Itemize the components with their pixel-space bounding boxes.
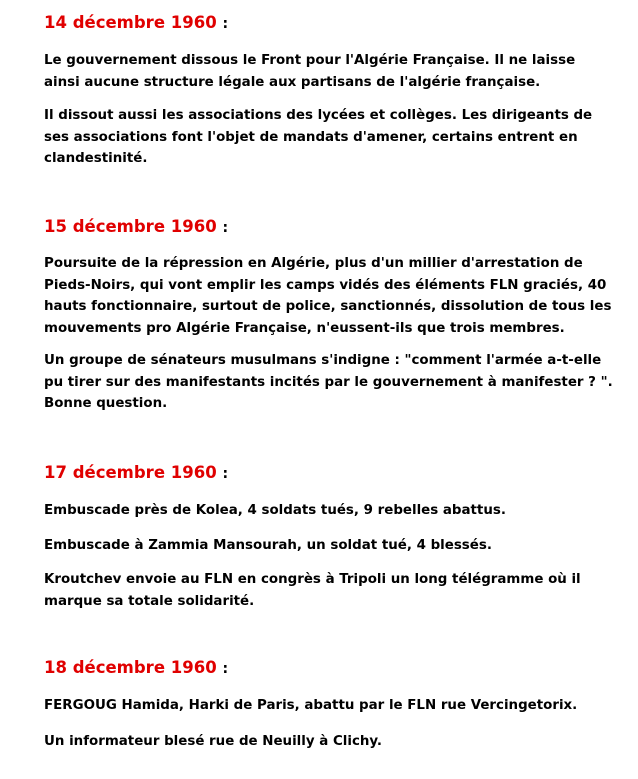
entry-15-december-1960 xyxy=(44,217,614,411)
date-colon: : xyxy=(222,16,229,32)
entry-paragraph: Le gouvernement dissous le Front pour l'Algérie Française. Il ne laisse ainsi aucune structure légale aux partisans de l'algérie française. xyxy=(44,53,576,90)
entry-paragraph: Kroutchev envoie au FLN en congrès à Tripoli un long télégramme où il marque sa totale solidarité. xyxy=(44,572,581,609)
entry-date: 17 décembre 1960 xyxy=(44,463,217,482)
entry-date-heading xyxy=(44,217,614,238)
entry-17-december-1960 xyxy=(44,463,614,609)
entry-paragraph: Poursuite de la répression en Algérie, plus d'un millier d'arrestation de Pieds-Noirs, qui vont emplir les camps vidés des éléments FLN graciés, 40 hauts fonctionnaire, surtout de police, sanctionnés, dissolution de tous les mouvements pro Algérie Française, n'eussent-ils que trois membres. xyxy=(44,256,612,336)
entry-date: 18 décembre 1960 xyxy=(44,658,217,677)
date-colon: : xyxy=(222,661,229,677)
date-colon: : xyxy=(222,220,229,236)
entry-paragraph: FERGOUG Hamida, Harki de Paris, abattu par le FLN rue Vercingetorix. xyxy=(44,698,578,713)
entry-18-december-1960 xyxy=(44,658,614,749)
entry-date: 14 décembre 1960 xyxy=(44,13,217,32)
entry-paragraph: Embuscade près de Kolea, 4 soldats tués, 9 rebelles abattus. xyxy=(44,503,506,518)
entry-date-heading xyxy=(44,463,614,484)
entry-paragraph: Un groupe de sénateurs musulmans s'indigne : "comment l'armée a-t-elle pu tirer sur des manifestants incités par le gouvernement à manifester ? ". Bonne question. xyxy=(44,353,613,411)
entry-14-december-1960 xyxy=(44,13,614,166)
date-colon: : xyxy=(222,466,229,482)
entry-date-heading xyxy=(44,658,614,679)
entry-paragraph: Un informateur blesé rue de Neuilly à Clichy. xyxy=(44,734,383,749)
entry-date-heading xyxy=(44,13,614,34)
entry-paragraph: Embuscade à Zammia Mansourah, un soldat tué, 4 blessés. xyxy=(44,538,492,553)
entry-paragraph: Il dissout aussi les associations des lycées et collèges. Les dirigeants de ses associations font l'objet de mandats d'amener, certains entrent en clandestinité. xyxy=(44,108,593,166)
entry-date: 15 décembre 1960 xyxy=(44,217,217,236)
